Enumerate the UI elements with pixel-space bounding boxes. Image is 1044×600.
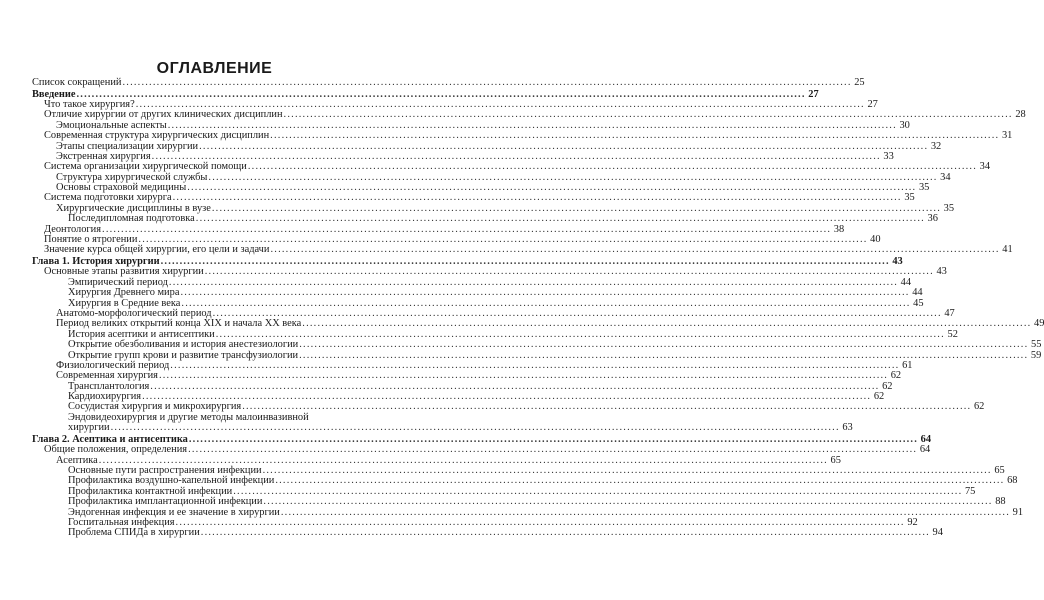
toc-page-number: 52 bbox=[947, 328, 958, 340]
toc-page-number: 25 bbox=[854, 76, 865, 88]
toc-page-number: 59 bbox=[1030, 349, 1042, 361]
toc-entry-title: Госпитальная инфекция bbox=[68, 516, 175, 528]
toc-entry bbox=[32, 244, 1013, 256]
toc-entry-title: Асептика bbox=[56, 454, 98, 466]
toc-page-number: 27 bbox=[867, 98, 878, 110]
toc-entry-title: Проблема СПИДа в хирургии bbox=[68, 527, 200, 539]
toc-entry bbox=[32, 130, 1013, 142]
toc-page-number: 94 bbox=[932, 527, 943, 539]
toc-page-number: 30 bbox=[899, 119, 910, 131]
toc-entry-title: Современная структура хирургических дисциплин bbox=[44, 130, 270, 142]
toc-leader-dots bbox=[270, 131, 999, 141]
toc-entry-title: Кардиохирургия bbox=[68, 391, 142, 403]
toc-entry-title: Хирургия в Средние века bbox=[68, 297, 181, 309]
toc-entry-title: Профилактика контактной инфекции bbox=[68, 485, 233, 497]
toc-page-number: 45 bbox=[913, 297, 924, 309]
toc-entry-title: Система организации хирургической помощи bbox=[44, 161, 247, 173]
toc-entry-title: Система подготовки хирурга bbox=[44, 192, 172, 204]
toc-page-number: 33 bbox=[883, 150, 894, 162]
toc-entry-title: Список сокращений bbox=[32, 76, 122, 88]
page-title: ОГЛАВЛЕНИЕ bbox=[156, 60, 273, 77]
toc-leader-dots bbox=[111, 423, 840, 433]
toc-entry-title: Трансплантология bbox=[68, 380, 150, 392]
toc-entry-title: Структура хирургической службы bbox=[56, 171, 208, 183]
toc-page-number: 38 bbox=[833, 223, 845, 235]
toc-page-number: 35 bbox=[918, 182, 930, 194]
toc-entry-title: Эмоциональные аспекты bbox=[56, 119, 167, 131]
toc-page-number: 62 bbox=[873, 391, 885, 403]
toc-page-number: 43 bbox=[936, 266, 947, 278]
toc-leader-dots bbox=[270, 245, 999, 255]
toc-entry-title: Открытие групп крови и развитие трансфузиологии bbox=[68, 349, 299, 361]
toc-page-number: 34 bbox=[979, 161, 991, 173]
toc-entry-title: Хирургические дисциплины в вузе bbox=[56, 202, 211, 214]
toc-entry bbox=[32, 339, 1042, 351]
toc-page-number: 43 bbox=[892, 256, 903, 267]
toc-entry bbox=[32, 76, 865, 88]
toc-entry-title: Что такое хирургия? bbox=[44, 98, 135, 110]
toc-entry-title: Анатомо-морфологический период bbox=[56, 307, 212, 319]
toc-entry-title: Общие положения, определения bbox=[44, 444, 188, 456]
toc-page-number: 64 bbox=[920, 433, 932, 445]
toc-page-number: 44 bbox=[900, 276, 912, 288]
toc-leader-dots bbox=[122, 78, 851, 88]
toc-page-number: 49 bbox=[1034, 318, 1044, 330]
toc-page-number: 65 bbox=[994, 465, 1005, 476]
toc-entry-title: Основные этапы развития хирургии bbox=[44, 266, 204, 278]
toc-entry-title: Деонтология bbox=[44, 223, 102, 235]
toc-page-number: 62 bbox=[890, 370, 902, 382]
toc-entry-title: Глава 2. Асептика и антисептика bbox=[32, 433, 188, 445]
toc-entry-title: Профилактика имплантационной инфекции bbox=[68, 496, 263, 508]
toc-page-number: 62 bbox=[973, 401, 985, 413]
toc-page-number: 64 bbox=[919, 444, 931, 456]
toc-page-number: 47 bbox=[944, 307, 955, 319]
toc-entry-title: Отличие хирургии от других клинических дисциплин bbox=[44, 109, 283, 121]
toc-entry-title: История асептики и антисептики bbox=[68, 328, 215, 340]
toc-page-number: 65 bbox=[830, 454, 841, 466]
toc-entry-title: Эндогенная инфекция и ее значение в хирургии bbox=[68, 506, 280, 518]
toc-entry-title: Последипломная подготовка bbox=[68, 213, 195, 225]
toc-entry-title: Эндовидеохирургия и другие методы малоинвазивной bbox=[68, 411, 309, 423]
toc-entry bbox=[32, 422, 853, 434]
toc-page-number: 88 bbox=[995, 496, 1006, 508]
toc-entry-title: Глава 1. История хирургии bbox=[32, 256, 160, 267]
toc-entry-title: Значение курса общей хирургии, его цели и задачи bbox=[44, 244, 270, 256]
toc-page-number: 61 bbox=[902, 359, 913, 371]
toc-page-number: 75 bbox=[964, 485, 976, 497]
toc-page-number: 27 bbox=[808, 88, 819, 100]
toc-entry-title: Экстренная хирургия bbox=[56, 150, 151, 162]
toc-entry-title: Введение bbox=[32, 88, 76, 100]
toc-entry bbox=[32, 527, 943, 539]
toc-leader-dots bbox=[242, 402, 971, 412]
toc-page-number: 32 bbox=[930, 140, 942, 152]
toc-entry-title: Период великих открытий конца XIX и начала XX века bbox=[56, 318, 302, 330]
toc-page-number: 68 bbox=[1007, 475, 1018, 487]
toc-entry-title: Эмпирический период bbox=[68, 276, 168, 288]
toc-page-number: 36 bbox=[927, 213, 938, 225]
toc-entry-title: Сосудистая хирургия и микрохирургия bbox=[68, 401, 242, 413]
toc-page-number: 63 bbox=[842, 422, 853, 434]
toc-page-number: 92 bbox=[907, 516, 918, 528]
toc-entry-title: Современная хирургия bbox=[56, 370, 158, 382]
toc-page-number: 35 bbox=[943, 202, 955, 214]
toc-page-number: 28 bbox=[1015, 109, 1026, 121]
toc-entry-title: Основные пути распространения инфекции bbox=[68, 465, 262, 476]
toc-page-number: 41 bbox=[1002, 244, 1013, 256]
toc-page-number: 91 bbox=[1012, 506, 1024, 518]
toc-entry-title: Этапы специализации хирургии bbox=[56, 140, 199, 152]
toc-entry-title: Профилактика воздушно-капельной инфекции bbox=[68, 475, 275, 487]
toc-entry-title: Физиологический период bbox=[56, 359, 170, 371]
toc-entry-title: Хирургия Древнего мира bbox=[68, 287, 180, 299]
toc-entry-title-continued: хирургии bbox=[68, 422, 110, 434]
toc-leader-dots bbox=[201, 528, 930, 538]
toc-page-number: 44 bbox=[912, 287, 923, 299]
toc-page-number: 40 bbox=[870, 234, 881, 246]
toc-page-number: 55 bbox=[1031, 339, 1042, 351]
toc-entry-title: Открытие обезболивания и история анестезиологии bbox=[68, 339, 299, 351]
toc-page-number: 35 bbox=[904, 192, 915, 204]
toc-entry-title: Понятие о ятрогении bbox=[44, 234, 138, 246]
toc-page-number: 34 bbox=[940, 171, 951, 183]
toc-page-number: 62 bbox=[882, 380, 893, 392]
toc-leader-dots bbox=[299, 340, 1028, 350]
toc-entry-title: Основы страховой медицины bbox=[56, 182, 187, 194]
toc-page-number: 31 bbox=[1001, 130, 1013, 142]
table-of-contents bbox=[32, 76, 1044, 539]
